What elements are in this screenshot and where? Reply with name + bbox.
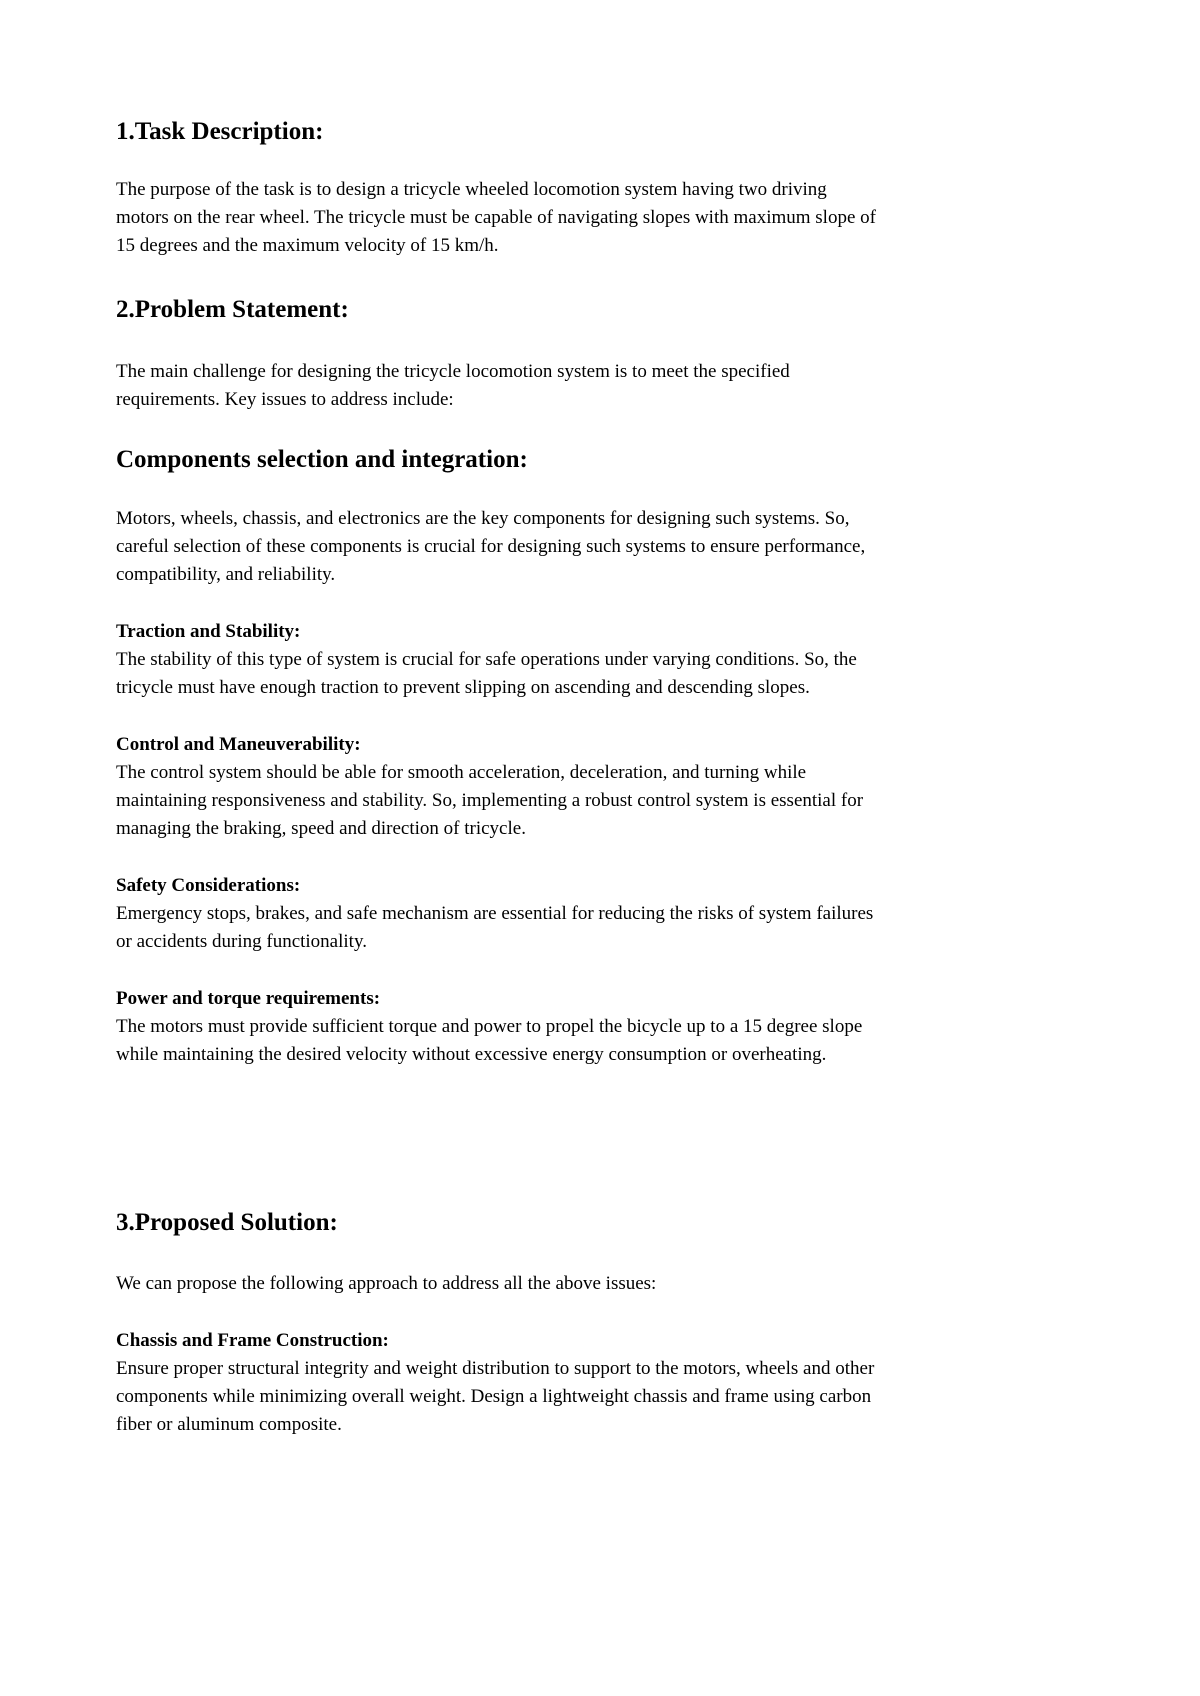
heading-safety-considerations: Safety Considerations: bbox=[116, 875, 301, 896]
text-line: managing the braking, speed and direction of tricycle. bbox=[116, 818, 526, 839]
heading-problem-statement: 2.Problem Statement: bbox=[116, 296, 349, 323]
paragraph-safety-considerations bbox=[116, 900, 1116, 956]
text-line: compatibility, and reliability. bbox=[116, 564, 336, 585]
text-line: components while minimizing overall weight. Design a lightweight chassis and frame using carbon bbox=[116, 1386, 872, 1407]
text-line: The purpose of the task is to design a tricycle wheeled locomotion system having two driving bbox=[116, 179, 827, 200]
paragraph-task-description bbox=[116, 176, 1116, 260]
text-line: Ensure proper structural integrity and weight distribution to support to the motors, wheels and other bbox=[116, 1358, 875, 1379]
heading-power-torque: Power and torque requirements: bbox=[116, 988, 381, 1009]
heading-chassis-frame: Chassis and Frame Construction: bbox=[116, 1330, 389, 1351]
heading-components-selection: Components selection and integration: bbox=[116, 446, 528, 473]
text-line: requirements. Key issues to address include: bbox=[116, 389, 454, 410]
text-line: fiber or aluminum composite. bbox=[116, 1414, 342, 1435]
heading-traction-stability: Traction and Stability: bbox=[116, 621, 301, 642]
paragraph-proposed-solution bbox=[116, 1270, 1116, 1298]
paragraph-problem-statement bbox=[116, 358, 1116, 414]
heading-task-description: 1.Task Description: bbox=[116, 118, 324, 145]
text-line: Emergency stops, brakes, and safe mechanism are essential for reducing the risks of system failures bbox=[116, 903, 874, 924]
heading-proposed-solution: 3.Proposed Solution: bbox=[116, 1209, 338, 1236]
paragraph-power-torque bbox=[116, 1013, 1116, 1069]
text-line: tricycle must have enough traction to prevent slipping on ascending and descending slopes. bbox=[116, 677, 810, 698]
text-line: The main challenge for designing the tricycle locomotion system is to meet the specified bbox=[116, 361, 790, 382]
text-line: 15 degrees and the maximum velocity of 15 km/h. bbox=[116, 235, 499, 256]
text-line: The stability of this type of system is crucial for safe operations under varying conditions. So, the bbox=[116, 649, 857, 670]
text-line: We can propose the following approach to address all the above issues: bbox=[116, 1273, 657, 1294]
text-line: Motors, wheels, chassis, and electronics are the key components for designing such systems. So, bbox=[116, 508, 850, 529]
paragraph-traction-stability bbox=[116, 646, 1116, 702]
text-line: maintaining responsiveness and stability. So, implementing a robust control system is essential for bbox=[116, 790, 864, 811]
paragraph-control-maneuverability bbox=[116, 759, 1116, 843]
text-line: The control system should be able for smooth acceleration, deceleration, and turning while bbox=[116, 762, 807, 783]
text-line: motors on the rear wheel. The tricycle must be capable of navigating slopes with maximum slope of bbox=[116, 207, 876, 228]
paragraph-chassis-frame bbox=[116, 1355, 1116, 1439]
text-line: careful selection of these components is crucial for designing such systems to ensure performance, bbox=[116, 536, 866, 557]
heading-control-maneuverability: Control and Maneuverability: bbox=[116, 734, 361, 755]
paragraph-components-selection bbox=[116, 505, 1116, 589]
text-line: while maintaining the desired velocity without excessive energy consumption or overheating. bbox=[116, 1044, 827, 1065]
text-line: or accidents during functionality. bbox=[116, 931, 367, 952]
text-line: The motors must provide sufficient torque and power to propel the bicycle up to a 15 degree slope bbox=[116, 1016, 863, 1037]
